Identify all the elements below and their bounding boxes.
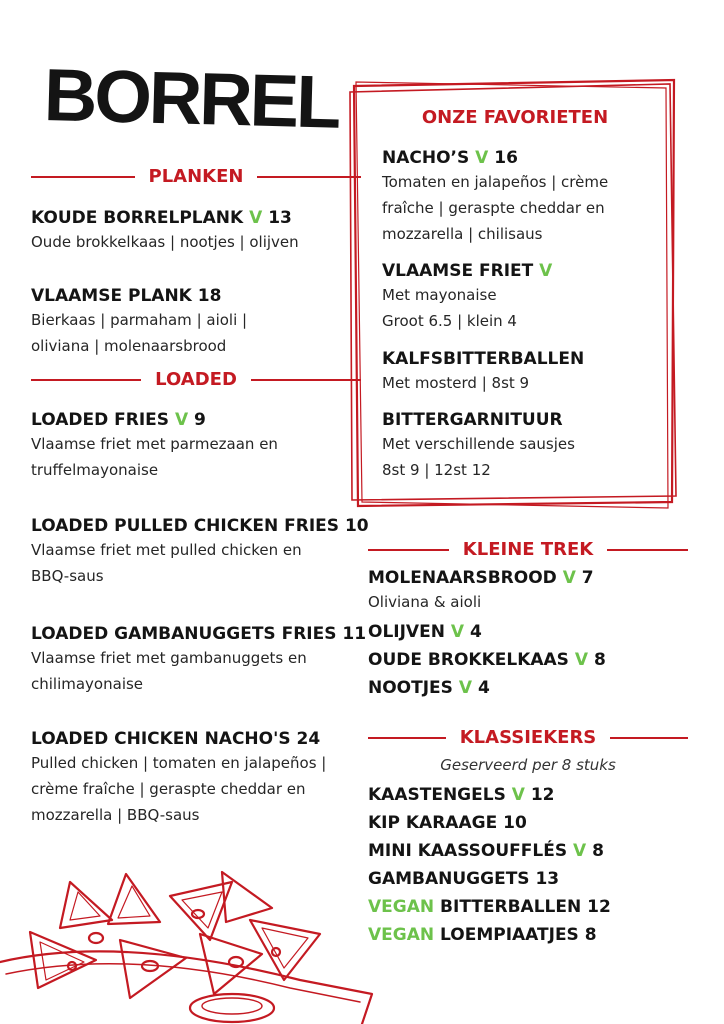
item-description: Met verschillende sausjes [382,435,575,454]
item-price: 10 [503,813,527,833]
item-name: GAMBANUGGETS [368,869,530,889]
item-price: 13 [535,869,560,889]
menu-item [368,649,688,671]
item-price: 16 [494,148,518,168]
item-name: MOLENAARSBROOD [368,568,557,588]
item-name: KIP KARAAGE [368,813,498,833]
item-description: Vlaamse friet met pulled chicken en [31,541,302,560]
item-price: 7 [581,568,594,588]
item-description: oliviana | molenaarsbrood [31,337,227,356]
menu-item [368,896,688,918]
item-title [368,567,688,589]
item-description: Oliviana & aioli [368,593,482,612]
item-name: LOADED FRIES [31,410,170,430]
item-price: 8 [593,650,606,670]
item-title [382,409,652,431]
item-description: BBQ-saus [31,567,104,586]
item-price: 24 [296,729,321,749]
item-price: 11 [342,624,367,644]
item-title [368,649,688,671]
menu-item [31,728,361,828]
menu-item [382,260,652,334]
item-title [368,621,688,643]
item-title [368,812,688,834]
menu-item [382,409,652,483]
item-description: Pulled chicken | tomaten en jalapeños | [31,754,327,773]
item-name: MINI KAASSOUFFLÉS [368,841,568,861]
menu-item [368,784,688,806]
section-loaded [31,371,361,389]
item-price: 4 [469,622,482,642]
item-description: Vlaamse friet met parmezaan en [31,435,278,454]
item-name: LOEMPIAATJES [440,925,579,945]
menu-title: BORREL [42,53,340,144]
item-title [382,147,652,169]
section-klassiekers [368,729,688,747]
item-description: Groot 6.5 | klein 4 [382,312,517,331]
divider [607,549,688,551]
menu-item [31,285,361,359]
vegan-mark: V [573,841,587,861]
item-name: LOADED GAMBANUGGETS FRIES [31,624,337,644]
item-name: KALFSBITTERBALLEN [382,349,585,369]
item-name: OUDE BROKKELKAAS [368,650,569,670]
item-description: Tomaten en jalapeños | crème [382,173,609,192]
item-description: crème fraîche | geraspte cheddar en [31,780,306,799]
item-name: NACHO’S [382,148,470,168]
serving-note: Geserveerd per 8 stuks [440,756,616,774]
section-heading: KLASSIEKERS [459,727,597,748]
menu-item [382,147,652,247]
vegan-mark: V [562,568,576,588]
item-name: NOOTJES [368,678,453,698]
item-title [368,784,688,806]
item-name: OLIJVEN [368,622,445,642]
vegan-prefix: VEGAN [368,897,435,917]
item-description: mozzarella | chilisaus [382,225,543,244]
item-price: 8 [592,841,604,861]
item-description: Oude brokkelkaas | nootjes | olijven [31,233,299,252]
item-title [368,924,688,946]
vegan-mark: V [475,148,489,168]
item-title [31,515,369,537]
item-description: 8st 9 | 12st 12 [382,461,491,480]
item-title [31,623,367,645]
section-heading: PLANKEN [148,166,244,187]
section-planken [31,168,361,186]
item-title [368,840,688,862]
vegan-mark: V [249,208,263,228]
menu-item [31,409,361,483]
nachos-illustration [0,862,380,1024]
item-title [382,348,652,370]
item-price: 10 [344,516,369,536]
item-description: fraîche | geraspte cheddar en [382,199,605,218]
divider [257,176,361,178]
divider [31,176,135,178]
divider [368,549,449,551]
menu-item [31,207,361,255]
item-price: 9 [194,410,206,430]
divider [368,737,446,739]
item-description: Vlaamse friet met gambanuggets en [31,649,307,668]
item-price: 18 [197,286,222,306]
vegan-mark: V [450,622,465,642]
item-title [31,207,361,229]
item-price: 4 [477,678,490,698]
item-price: 8 [584,925,597,945]
item-name: VLAAMSE FRIET [382,261,534,281]
item-name: KOUDE BORRELPLANK [31,208,244,228]
vegan-mark: V [174,410,189,430]
section-heading: LOADED [155,369,237,390]
section-kleine-trek [368,541,688,559]
menu-item [368,840,688,862]
section-favorieten-heading: ONZE FAVORIETEN [421,107,609,128]
item-title [31,409,361,431]
item-description: truffelmayonaise [31,461,159,480]
item-name: BITTERGARNITUUR [382,410,563,430]
item-description: Met mayonaise [382,286,497,305]
divider [251,379,361,381]
vegan-mark: V [511,785,525,805]
item-title [31,728,361,750]
item-title [368,896,688,918]
item-description: Met mosterd | 8st 9 [382,374,530,393]
item-name: BITTERBALLEN [440,897,582,917]
menu-item [368,677,688,699]
item-name: LOADED PULLED CHICKEN FRIES [31,516,340,536]
item-description: Bierkaas | parmaham | aioli | [31,311,248,330]
menu-item [31,623,367,697]
menu-item [368,924,688,946]
item-title [31,285,361,307]
menu-item [368,621,688,643]
item-title [368,677,688,699]
menu-item [368,567,688,615]
vegan-prefix: VEGAN [368,925,435,945]
divider [31,379,141,381]
item-description: mozzarella | BBQ-saus [31,806,200,825]
item-description: chilimayonaise [31,675,144,694]
vegan-mark: V [574,650,589,670]
menu-item [31,515,369,589]
item-title [382,260,652,282]
item-title [368,868,688,890]
item-price: 12 [587,897,611,917]
menu-item [382,348,652,396]
section-heading: KLEINE TREK [462,539,594,560]
vegan-mark: V [458,678,473,698]
divider [610,737,688,739]
item-name: KAASTENGELS [368,785,506,805]
menu-item [368,868,688,890]
vegan-mark: V [539,261,553,281]
item-price: 12 [530,785,555,805]
item-name: VLAAMSE PLANK [31,286,192,306]
item-price: 13 [268,208,292,228]
menu-item [368,812,688,834]
item-name: LOADED CHICKEN NACHO'S [31,729,291,749]
